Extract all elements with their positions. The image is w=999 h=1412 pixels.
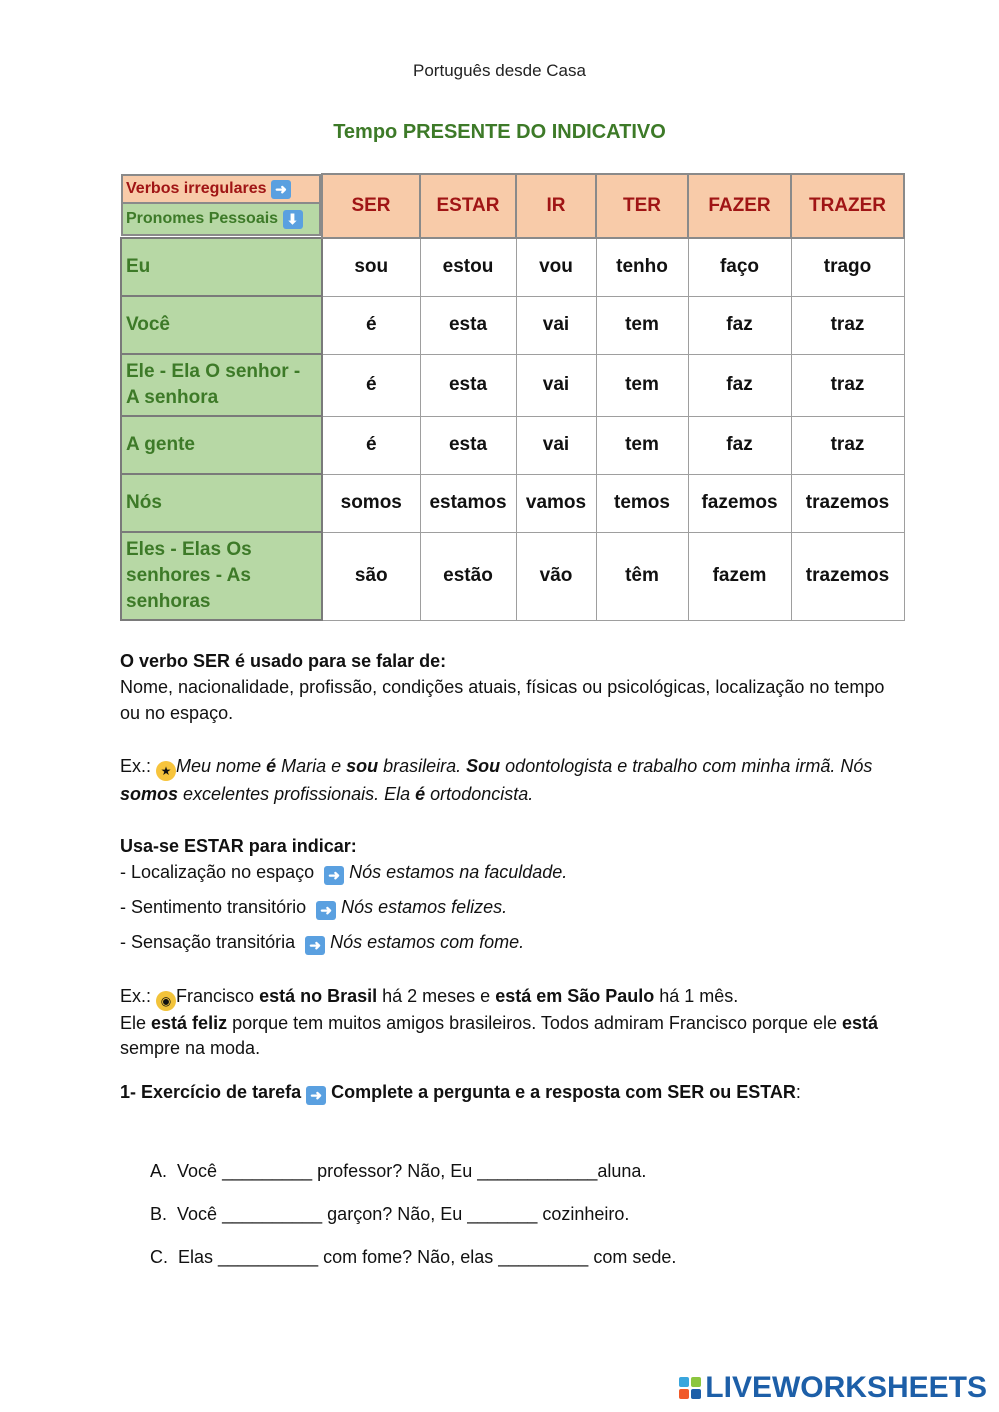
estar-ex-text: há 1 mês. bbox=[654, 986, 739, 1006]
form-cell: traz bbox=[791, 416, 904, 474]
arrow-right-icon: ➜ bbox=[305, 936, 325, 955]
form-cell: fazem bbox=[688, 532, 791, 620]
form-cell: trazemos bbox=[791, 532, 904, 620]
form-cell: vai bbox=[516, 296, 596, 354]
form-cell: vai bbox=[516, 354, 596, 416]
ser-ex-text: ortodoncista. bbox=[425, 784, 534, 804]
estar-ex-text: Ele bbox=[120, 1013, 152, 1033]
form-cell: faz bbox=[688, 416, 791, 474]
table-row bbox=[121, 354, 904, 416]
form-cell: faço bbox=[688, 238, 791, 296]
estar-item bbox=[120, 859, 890, 885]
arrow-right-icon: ➜ bbox=[324, 866, 344, 885]
verb-header: TRAZER bbox=[791, 174, 904, 238]
corner-pronouns-label bbox=[121, 204, 321, 236]
form-cell: trazemos bbox=[791, 474, 904, 532]
form-cell: esta bbox=[420, 354, 516, 416]
conjugation-table bbox=[120, 173, 905, 621]
estar-item-label: - Sensação transitória bbox=[120, 932, 296, 952]
estar-ex-text: há 2 meses e bbox=[377, 986, 496, 1006]
verb-header: SER bbox=[322, 174, 420, 238]
item-letter: C. bbox=[150, 1247, 168, 1267]
form-cell: faz bbox=[688, 354, 791, 416]
pronoun-cell: A gente bbox=[121, 416, 322, 474]
ser-ex-text: Meu nome bbox=[176, 756, 267, 776]
estar-item-example: Nós estamos com fome. bbox=[330, 932, 525, 952]
table-row bbox=[121, 296, 904, 354]
table-row bbox=[121, 474, 904, 532]
form-cell: traz bbox=[791, 354, 904, 416]
form-cell: traz bbox=[791, 296, 904, 354]
form-cell: estamos bbox=[420, 474, 516, 532]
exercise-item-text[interactable]: Você __________ garçon? Não, Eu _______ cozinheiro. bbox=[177, 1204, 630, 1224]
corner-verbs-label bbox=[121, 174, 321, 204]
ser-ex-bold: sou bbox=[346, 756, 379, 776]
form-cell: faz bbox=[688, 296, 791, 354]
form-cell: tem bbox=[596, 416, 688, 474]
form-cell: estou bbox=[420, 238, 516, 296]
estar-section bbox=[120, 833, 890, 955]
form-cell: é bbox=[322, 296, 420, 354]
estar-ex-text: porque tem muitos amigos brasileiros. Todos admiram Francisco porque ele bbox=[227, 1013, 843, 1033]
estar-example-prefix: Ex.: bbox=[120, 986, 152, 1006]
ser-ex-bold: é bbox=[266, 756, 277, 776]
arrow-right-icon: ➜ bbox=[316, 901, 336, 920]
verb-header: FAZER bbox=[688, 174, 791, 238]
arrow-down-icon: ⬇ bbox=[283, 210, 303, 229]
form-cell: esta bbox=[420, 416, 516, 474]
form-cell: é bbox=[322, 354, 420, 416]
ser-ex-text: excelentes profissionais. Ela bbox=[178, 784, 416, 804]
estar-ex-bold: está no Brasil bbox=[259, 986, 378, 1006]
exercise-list bbox=[150, 1161, 676, 1290]
form-cell: vão bbox=[516, 532, 596, 620]
estar-item bbox=[120, 894, 890, 920]
estar-example bbox=[120, 984, 890, 1061]
ser-body: Nome, nacionalidade, profissão, condições atuais, físicas ou psicológicas, localização no tempo ou no espaço. bbox=[120, 677, 885, 723]
party-face-icon: ★ bbox=[156, 761, 176, 781]
exercise-heading-text: Complete a pergunta e a resposta com SER ou ESTAR bbox=[326, 1082, 796, 1102]
ser-example-prefix: Ex.: bbox=[120, 756, 152, 776]
exercise-item-text[interactable]: Você _________ professor? Não, Eu ____________aluna. bbox=[177, 1161, 647, 1181]
estar-item-example: Nós estamos felizes. bbox=[341, 897, 508, 917]
form-cell: estão bbox=[420, 532, 516, 620]
page-header: Português desde Casa bbox=[413, 61, 586, 80]
logo-text: LIVEWORKSHEETS bbox=[705, 1371, 987, 1404]
pronoun-cell: Eles - Elas Os senhores - As senhoras bbox=[121, 532, 322, 620]
estar-ex-bold: está em São Paulo bbox=[495, 986, 655, 1006]
ser-ex-text: odontologista e trabalho com minha irmã. Nós bbox=[500, 756, 873, 776]
pronoun-cell: Nós bbox=[121, 474, 322, 532]
estar-ex-bold: está bbox=[842, 1013, 879, 1033]
estar-item-label: - Localização no espaço bbox=[120, 862, 315, 882]
form-cell: sou bbox=[322, 238, 420, 296]
item-letter: B. bbox=[150, 1204, 168, 1224]
table-corner bbox=[121, 174, 322, 238]
form-cell: somos bbox=[322, 474, 420, 532]
exercise-heading bbox=[120, 1079, 820, 1105]
form-cell: tem bbox=[596, 354, 688, 416]
logo-mark-icon bbox=[679, 1377, 701, 1399]
verb-header: TER bbox=[596, 174, 688, 238]
form-cell: vou bbox=[516, 238, 596, 296]
verb-header: IR bbox=[516, 174, 596, 238]
estar-heading: Usa-se ESTAR para indicar: bbox=[120, 836, 357, 856]
form-cell: fazemos bbox=[688, 474, 791, 532]
form-cell: tem bbox=[596, 296, 688, 354]
arrow-right-icon: ➜ bbox=[271, 180, 291, 199]
pronoun-cell: Você bbox=[121, 296, 322, 354]
form-cell: é bbox=[322, 416, 420, 474]
form-cell: são bbox=[322, 532, 420, 620]
estar-ex-text: sempre na moda. bbox=[120, 1038, 261, 1058]
estar-item-example: Nós estamos na faculdade. bbox=[349, 862, 568, 882]
table-row bbox=[121, 238, 904, 296]
list-item bbox=[150, 1204, 676, 1225]
corner-pronouns-text: Pronomes Pessoais bbox=[126, 210, 279, 227]
ser-ex-bold: Sou bbox=[466, 756, 501, 776]
ser-ex-bold: somos bbox=[120, 784, 179, 804]
form-cell: vai bbox=[516, 416, 596, 474]
pronoun-cell: Ele - Ela O senhor - A senhora bbox=[121, 354, 322, 416]
ser-ex-text: brasileira. bbox=[378, 756, 467, 776]
liveworksheets-logo bbox=[679, 1371, 987, 1405]
page-title: Tempo PRESENTE DO INDICATIVO bbox=[333, 121, 666, 143]
list-item bbox=[150, 1247, 676, 1268]
table-row bbox=[121, 416, 904, 474]
form-cell: esta bbox=[420, 296, 516, 354]
verb-header: ESTAR bbox=[420, 174, 516, 238]
ser-example bbox=[120, 753, 890, 807]
form-cell: trago bbox=[791, 238, 904, 296]
form-cell: tenho bbox=[596, 238, 688, 296]
ser-ex-text: Maria e bbox=[276, 756, 347, 776]
arrow-right-icon: ➜ bbox=[306, 1086, 326, 1105]
nerd-face-icon: ◉ bbox=[156, 991, 176, 1011]
corner-verbs-text: Verbos irregulares bbox=[126, 180, 267, 197]
ser-heading: O verbo SER é usado para se falar de: bbox=[120, 651, 447, 671]
estar-ex-bold: está feliz bbox=[151, 1013, 228, 1033]
table-row bbox=[121, 532, 904, 620]
ser-section bbox=[120, 648, 890, 726]
pronoun-cell: Eu bbox=[121, 238, 322, 296]
estar-ex-text: Francisco bbox=[176, 986, 260, 1006]
ser-ex-bold: é bbox=[415, 784, 426, 804]
exercise-heading-colon: : bbox=[795, 1082, 801, 1102]
form-cell: temos bbox=[596, 474, 688, 532]
form-cell: vamos bbox=[516, 474, 596, 532]
exercise-item-text[interactable]: Elas __________ com fome? Não, elas _________ com sede. bbox=[178, 1247, 677, 1267]
list-item bbox=[150, 1161, 676, 1182]
exercise-heading-text: 1- Exercício de tarefa bbox=[120, 1082, 302, 1102]
form-cell: têm bbox=[596, 532, 688, 620]
item-letter: A. bbox=[150, 1161, 168, 1181]
estar-item bbox=[120, 929, 890, 955]
estar-item-label: - Sentimento transitório bbox=[120, 897, 307, 917]
